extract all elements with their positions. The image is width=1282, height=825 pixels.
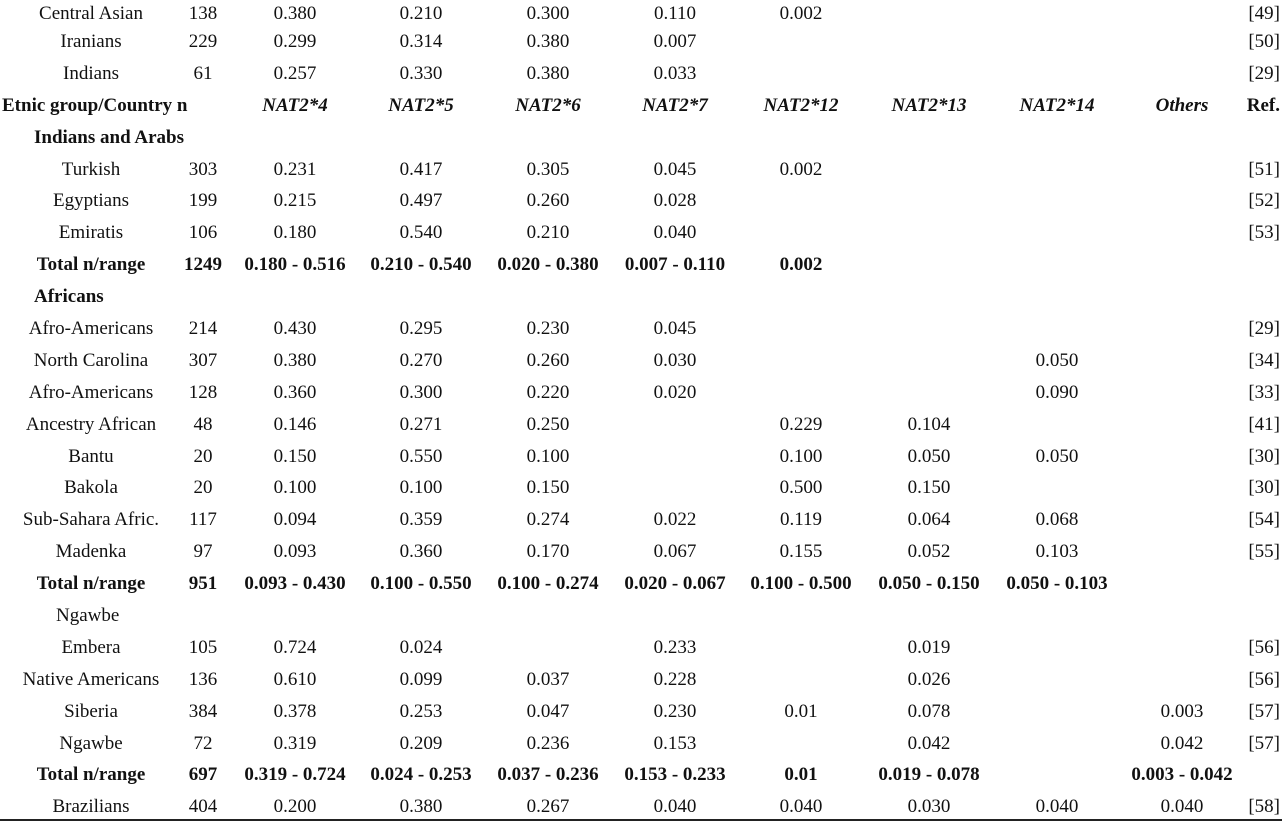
nat2-5-cell: 0.209 xyxy=(399,732,443,754)
nat2-5-cell: 0.024 xyxy=(399,636,443,658)
table-row xyxy=(0,0,1282,28)
section-title: Indians and Arabs xyxy=(34,126,184,148)
nat2-7-cell: 0.045 xyxy=(653,158,697,180)
n-cell: 136 xyxy=(188,668,218,690)
table-row xyxy=(0,347,1282,379)
n-cell: 72 xyxy=(193,732,213,754)
nat2-7-cell: 0.153 xyxy=(653,732,697,754)
section-title: Ngawbe xyxy=(56,605,120,627)
table-bottom-rule xyxy=(0,819,1282,821)
nat2-14-cell: 0.050 xyxy=(1035,445,1079,467)
ref-cell: [34] xyxy=(1248,349,1280,371)
column-header-nat2-6: NAT2*6 xyxy=(515,94,581,116)
nat2-7-cell: 0.230 xyxy=(653,700,697,722)
n-cell: 229 xyxy=(188,31,218,52)
range-nat2-12: 0.002 xyxy=(779,254,823,276)
nat2-4-cell: 0.430 xyxy=(273,318,317,340)
range-nat2-7: 0.153 - 0.233 xyxy=(624,764,726,786)
nat2-6-cell: 0.260 xyxy=(526,190,570,212)
nat2-7-cell: 0.040 xyxy=(653,222,697,244)
nat2-6-cell: 0.305 xyxy=(526,158,570,180)
group-cell: Ancestry African xyxy=(25,413,157,435)
others-cell: 0.003 xyxy=(1160,700,1204,722)
nat2-5-cell: 0.540 xyxy=(399,222,443,244)
nat2-5-cell: 0.210 xyxy=(399,3,443,24)
table-row xyxy=(0,730,1282,762)
total-n: 697 xyxy=(188,764,218,786)
group-cell: Turkish xyxy=(61,158,121,180)
range-nat2-13: 0.050 - 0.150 xyxy=(878,573,980,595)
nat2-13-cell: 0.078 xyxy=(907,700,951,722)
nat2-7-cell: 0.033 xyxy=(653,62,697,84)
total-row xyxy=(0,251,1282,283)
table-row xyxy=(0,60,1282,92)
nat2-13-cell: 0.052 xyxy=(907,541,951,563)
nat2-6-cell: 0.300 xyxy=(526,3,570,24)
nat2-14-cell: 0.103 xyxy=(1035,541,1079,563)
nat2-6-cell: 0.220 xyxy=(526,381,570,403)
nat2-12-cell: 0.155 xyxy=(779,541,823,563)
n-cell: 106 xyxy=(188,222,218,244)
ref-cell: [56] xyxy=(1248,636,1280,658)
table-row xyxy=(0,187,1282,219)
nat2-5-cell: 0.300 xyxy=(399,381,443,403)
column-header-nat2-12: NAT2*12 xyxy=(763,94,839,116)
group-cell: Siberia xyxy=(64,700,118,722)
nat2-4-cell: 0.380 xyxy=(273,349,317,371)
ref-cell: [50] xyxy=(1248,31,1280,52)
others-cell: 0.042 xyxy=(1160,732,1204,754)
group-cell: Embera xyxy=(61,636,121,658)
nat2-12-cell: 0.229 xyxy=(779,413,823,435)
nat2-4-cell: 0.200 xyxy=(273,796,317,818)
nat2-6-cell: 0.230 xyxy=(526,318,570,340)
table-row xyxy=(0,315,1282,347)
nat2-7-cell: 0.067 xyxy=(653,541,697,563)
nat2-6-cell: 0.037 xyxy=(526,668,570,690)
total-n: 1249 xyxy=(184,254,222,276)
nat2-4-cell: 0.378 xyxy=(273,700,317,722)
group-cell: Iranians xyxy=(60,31,122,52)
ref-cell: [53] xyxy=(1248,222,1280,244)
nat2-4-cell: 0.299 xyxy=(273,31,317,52)
nat2-5-cell: 0.497 xyxy=(399,190,443,212)
column-header-nat2-14: NAT2*14 xyxy=(1019,94,1095,116)
range-nat2-4: 0.093 - 0.430 xyxy=(244,573,346,595)
nat2-4-cell: 0.724 xyxy=(273,636,317,658)
nat2-7-cell: 0.110 xyxy=(653,3,697,24)
nat2-6-cell: 0.236 xyxy=(526,732,570,754)
n-cell: 404 xyxy=(188,796,218,818)
nat2-13-cell: 0.019 xyxy=(907,636,951,658)
ref-cell: [51] xyxy=(1248,158,1280,180)
n-cell: 128 xyxy=(188,381,218,403)
table-row xyxy=(0,506,1282,538)
range-nat2-4: 0.180 - 0.516 xyxy=(244,254,346,276)
nat2-12-cell: 0.100 xyxy=(779,445,823,467)
table-row xyxy=(0,28,1282,60)
nat2-12-cell: 0.500 xyxy=(779,477,823,499)
nat2-13-cell: 0.042 xyxy=(907,732,951,754)
n-cell: 20 xyxy=(193,477,213,499)
n-cell: 20 xyxy=(193,445,213,467)
nat2-7-cell: 0.045 xyxy=(653,318,697,340)
nat2-14-cell: 0.050 xyxy=(1035,349,1079,371)
column-header-nat2-5: NAT2*5 xyxy=(388,94,454,116)
nat2-12-cell: 0.01 xyxy=(784,700,818,722)
range-nat2-12: 0.01 xyxy=(784,764,818,786)
nat2-6-cell: 0.210 xyxy=(526,222,570,244)
total-label: Total n/range xyxy=(36,573,146,595)
group-cell: Native Americans xyxy=(22,668,160,690)
ref-cell: [30] xyxy=(1248,445,1280,467)
nat2-13-cell: 0.064 xyxy=(907,509,951,531)
nat2-4-cell: 0.380 xyxy=(273,3,317,24)
table-row xyxy=(0,474,1282,506)
table-row xyxy=(0,411,1282,443)
group-cell: Ngawbe xyxy=(59,732,123,754)
nat2-5-cell: 0.417 xyxy=(399,158,443,180)
nat2-4-cell: 0.150 xyxy=(273,445,317,467)
range-nat2-12: 0.100 - 0.500 xyxy=(750,573,852,595)
nat2-6-cell: 0.150 xyxy=(526,477,570,499)
nat2-4-cell: 0.100 xyxy=(273,477,317,499)
table-row xyxy=(0,219,1282,251)
nat2-12-cell: 0.002 xyxy=(779,3,823,24)
nat2-5-cell: 0.295 xyxy=(399,318,443,340)
nat2-5-cell: 0.330 xyxy=(399,62,443,84)
group-cell: Bakola xyxy=(64,477,118,499)
nat2-14-cell: 0.090 xyxy=(1035,381,1079,403)
ref-cell: [56] xyxy=(1248,668,1280,690)
total-label: Total n/range xyxy=(36,764,146,786)
nat2-7-cell: 0.040 xyxy=(653,796,697,818)
column-header-nat2-4: NAT2*4 xyxy=(262,94,328,116)
nat2-7-cell: 0.020 xyxy=(653,381,697,403)
nat2-6-cell: 0.274 xyxy=(526,509,570,531)
column-header-nat2-7: NAT2*7 xyxy=(642,94,708,116)
ref-cell: [58] xyxy=(1248,796,1280,818)
n-cell: 105 xyxy=(188,636,218,658)
n-cell: 199 xyxy=(188,190,218,212)
range-others: 0.003 - 0.042 xyxy=(1131,764,1233,786)
group-cell: Madenka xyxy=(55,541,127,563)
ref-cell: [57] xyxy=(1248,732,1280,754)
section-title-row xyxy=(0,283,1282,315)
group-cell: Sub-Sahara Afric. xyxy=(22,509,160,531)
others-cell: 0.040 xyxy=(1160,796,1204,818)
nat2-7-cell: 0.233 xyxy=(653,636,697,658)
nat2-6-cell: 0.267 xyxy=(526,796,570,818)
group-cell: North Carolina xyxy=(33,349,149,371)
nat2-4-cell: 0.146 xyxy=(273,413,317,435)
nat2-6-cell: 0.170 xyxy=(526,541,570,563)
range-nat2-14: 0.050 - 0.103 xyxy=(1006,573,1108,595)
nat2-5-cell: 0.550 xyxy=(399,445,443,467)
n-cell: 97 xyxy=(193,541,213,563)
table-row xyxy=(0,634,1282,666)
nat2-4-cell: 0.180 xyxy=(273,222,317,244)
nat2-4-cell: 0.610 xyxy=(273,668,317,690)
ref-cell: [30] xyxy=(1248,477,1280,499)
nat2-4-cell: 0.257 xyxy=(273,62,317,84)
group-cell: Egyptians xyxy=(53,190,129,212)
nat2-12-cell: 0.040 xyxy=(779,796,823,818)
nat2-5-cell: 0.099 xyxy=(399,668,443,690)
range-nat2-7: 0.007 - 0.110 xyxy=(624,254,726,276)
group-cell: Indians xyxy=(63,62,119,84)
n-cell: 214 xyxy=(188,318,218,340)
nat2-13-cell: 0.030 xyxy=(907,796,951,818)
range-nat2-4: 0.319 - 0.724 xyxy=(244,764,346,786)
nat2-4-cell: 0.093 xyxy=(273,541,317,563)
ref-cell: [29] xyxy=(1248,62,1280,84)
range-nat2-5: 0.024 - 0.253 xyxy=(370,764,472,786)
total-label: Total n/range xyxy=(36,254,146,276)
nat2-4-cell: 0.231 xyxy=(273,158,317,180)
group-cell: Afro-Americans xyxy=(28,381,154,403)
nat2-7-cell: 0.030 xyxy=(653,349,697,371)
nat2-4-cell: 0.360 xyxy=(273,381,317,403)
nat2-7-cell: 0.022 xyxy=(653,509,697,531)
nat2-4-cell: 0.215 xyxy=(273,190,317,212)
nat2-13-cell: 0.026 xyxy=(907,668,951,690)
section-title-row xyxy=(0,124,1282,156)
table-row xyxy=(0,379,1282,411)
nat2-5-cell: 0.270 xyxy=(399,349,443,371)
table-header-row xyxy=(0,92,1282,124)
nat2-6-cell: 0.380 xyxy=(526,62,570,84)
n-cell: 303 xyxy=(188,158,218,180)
nat2-5-cell: 0.360 xyxy=(399,541,443,563)
column-header-group: Etnic group/Country n xyxy=(2,94,188,116)
nat2-5-cell: 0.271 xyxy=(399,413,443,435)
total-n: 951 xyxy=(188,573,218,595)
column-header-others: Others xyxy=(1155,94,1209,116)
ref-cell: [54] xyxy=(1248,509,1280,531)
table-row xyxy=(0,538,1282,570)
total-row xyxy=(0,570,1282,602)
range-nat2-7: 0.020 - 0.067 xyxy=(624,573,726,595)
range-nat2-6: 0.020 - 0.380 xyxy=(497,254,599,276)
nat2-5-cell: 0.253 xyxy=(399,700,443,722)
nat2-14-cell: 0.068 xyxy=(1035,509,1079,531)
nat2-5-cell: 0.314 xyxy=(399,31,443,52)
nat2-6-cell: 0.260 xyxy=(526,349,570,371)
column-header-ref: Ref. xyxy=(1246,94,1280,116)
ref-cell: [57] xyxy=(1248,700,1280,722)
nat2-12-cell: 0.002 xyxy=(779,158,823,180)
group-cell: Afro-Americans xyxy=(28,318,154,340)
table-row xyxy=(0,443,1282,475)
nat2-4-cell: 0.094 xyxy=(273,509,317,531)
section-title: Africans xyxy=(34,286,104,308)
nat2-4-cell: 0.319 xyxy=(273,732,317,754)
nat2-7-cell: 0.228 xyxy=(653,668,697,690)
section-title-row xyxy=(0,602,1282,634)
n-cell: 48 xyxy=(193,413,213,435)
ref-cell: [52] xyxy=(1248,190,1280,212)
range-nat2-5: 0.100 - 0.550 xyxy=(370,573,472,595)
group-cell: Emiratis xyxy=(58,222,124,244)
range-nat2-5: 0.210 - 0.540 xyxy=(370,254,472,276)
total-row xyxy=(0,761,1282,793)
range-nat2-13: 0.019 - 0.078 xyxy=(878,764,980,786)
range-nat2-6: 0.037 - 0.236 xyxy=(497,764,599,786)
table-row xyxy=(0,666,1282,698)
n-cell: 138 xyxy=(188,3,218,24)
nat2-12-cell: 0.119 xyxy=(779,509,823,531)
column-header-nat2-13: NAT2*13 xyxy=(891,94,967,116)
ref-cell: [41] xyxy=(1248,413,1280,435)
nat2-14-cell: 0.040 xyxy=(1035,796,1079,818)
n-cell: 307 xyxy=(188,349,218,371)
table-row xyxy=(0,156,1282,188)
nat2-13-cell: 0.104 xyxy=(907,413,951,435)
table-row xyxy=(0,698,1282,730)
ref-cell: [29] xyxy=(1248,318,1280,340)
nat2-7-cell: 0.028 xyxy=(653,190,697,212)
group-cell: Bantu xyxy=(68,445,114,467)
nat2-13-cell: 0.150 xyxy=(907,477,951,499)
ref-cell: [33] xyxy=(1248,381,1280,403)
nat2-6-cell: 0.380 xyxy=(526,31,570,52)
ref-cell: [49] xyxy=(1248,3,1280,24)
nat2-5-cell: 0.359 xyxy=(399,509,443,531)
n-cell: 61 xyxy=(193,62,213,84)
nat2-6-cell: 0.100 xyxy=(526,445,570,467)
group-cell: Central Asian xyxy=(39,3,143,24)
range-nat2-6: 0.100 - 0.274 xyxy=(497,573,599,595)
nat2-6-cell: 0.250 xyxy=(526,413,570,435)
nat2-13-cell: 0.050 xyxy=(907,445,951,467)
nat2-7-cell: 0.007 xyxy=(653,31,697,52)
nat2-5-cell: 0.380 xyxy=(399,796,443,818)
nat2-6-cell: 0.047 xyxy=(526,700,570,722)
nat2-5-cell: 0.100 xyxy=(399,477,443,499)
group-cell: Brazilians xyxy=(52,796,130,818)
ref-cell: [55] xyxy=(1248,541,1280,563)
n-cell: 384 xyxy=(188,700,218,722)
n-cell: 117 xyxy=(189,509,217,531)
